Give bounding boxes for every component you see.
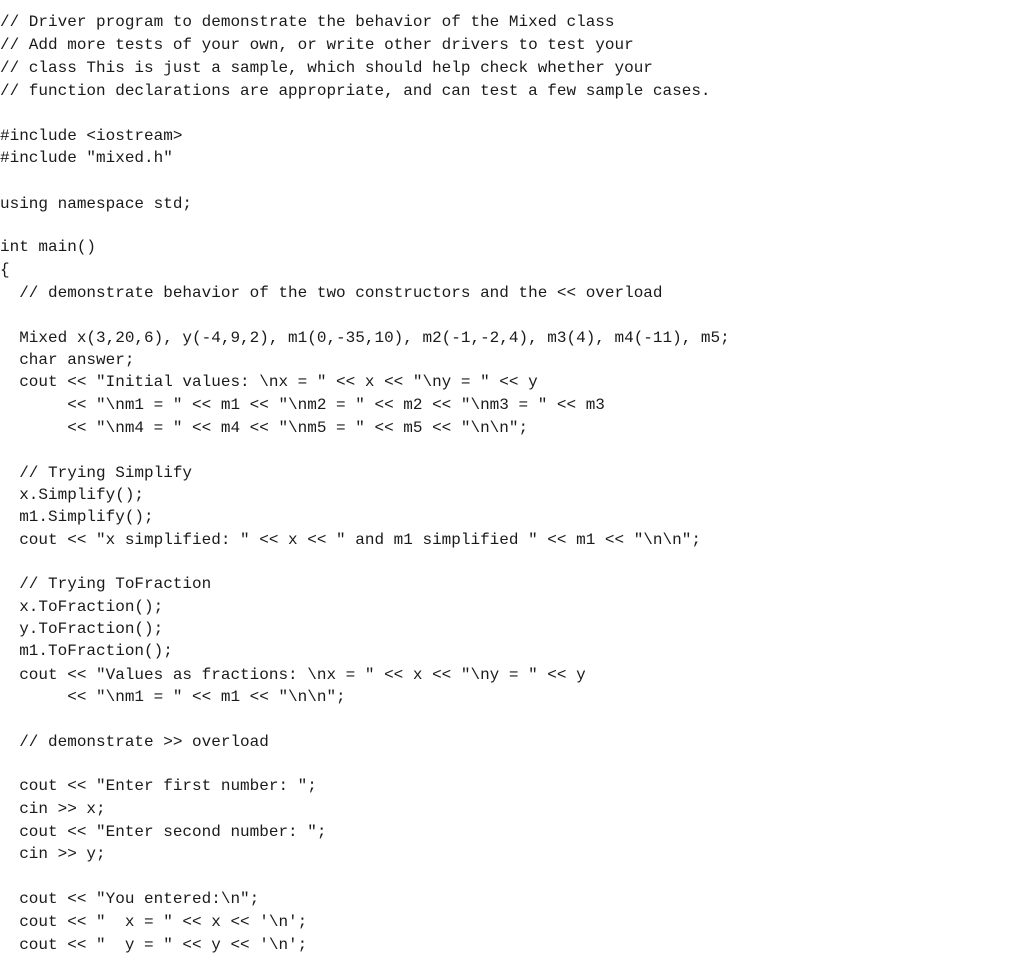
code-line: << "\nm4 = " << m4 << "\nm5 = " << m5 << "\n\n";: [0, 419, 529, 437]
code-line: cout << "Values as fractions: \nx = " << x << "\ny = " << y: [0, 666, 586, 684]
code-line: using namespace std;: [0, 195, 193, 213]
code-line: {: [0, 261, 10, 279]
code-line: // demonstrate >> overload: [0, 733, 269, 751]
code-line: << "\nm1 = " << m1 << "\n\n";: [0, 688, 346, 706]
code-line: x.Simplify();: [0, 486, 145, 504]
code-line: cin >> x;: [0, 800, 106, 818]
code-line: // Trying ToFraction: [0, 575, 212, 593]
code-line: cout << "Initial values: \nx = " << x << "\ny = " << y: [0, 373, 538, 391]
code-line: // Driver program to demonstrate the behavior of the Mixed class: [0, 13, 615, 31]
code-line: cout << " y = " << y << '\n';: [0, 936, 308, 954]
code-line: y.ToFraction();: [0, 620, 164, 638]
code-line: cin >> y;: [0, 845, 106, 863]
code-line: cout << "Enter second number: ";: [0, 823, 327, 841]
code-line: << "\nm1 = " << m1 << "\nm2 = " << m2 << "\nm3 = " << m3: [0, 396, 605, 414]
code-line: cout << "Enter first number: ";: [0, 777, 317, 795]
code-line: // Trying Simplify: [0, 464, 193, 482]
code-line: // class This is just a sample, which should help check whether your: [0, 59, 653, 77]
code-line: cout << " x = " << x << '\n';: [0, 913, 308, 931]
code-line: cout << "You entered:\n";: [0, 890, 260, 908]
code-line: x.ToFraction();: [0, 598, 164, 616]
code-line: m1.ToFraction();: [0, 642, 173, 660]
code-line: #include "mixed.h": [0, 149, 173, 167]
code-line: // demonstrate behavior of the two constructors and the << overload: [0, 284, 663, 302]
code-line: // Add more tests of your own, or write other drivers to test your: [0, 36, 634, 54]
code-line: char answer;: [0, 351, 135, 369]
code-line: m1.Simplify();: [0, 508, 154, 526]
code-line: Mixed x(3,20,6), y(-4,9,2), m1(0,-35,10), m2(-1,-2,4), m3(4), m4(-11), m5;: [0, 329, 730, 347]
code-line: int main(): [0, 238, 97, 256]
code-line: #include <iostream>: [0, 127, 183, 145]
code-line: cout << "x simplified: " << x << " and m1 simplified " << m1 << "\n\n";: [0, 531, 701, 549]
code-line: // function declarations are appropriate, and can test a few sample cases.: [0, 82, 711, 100]
